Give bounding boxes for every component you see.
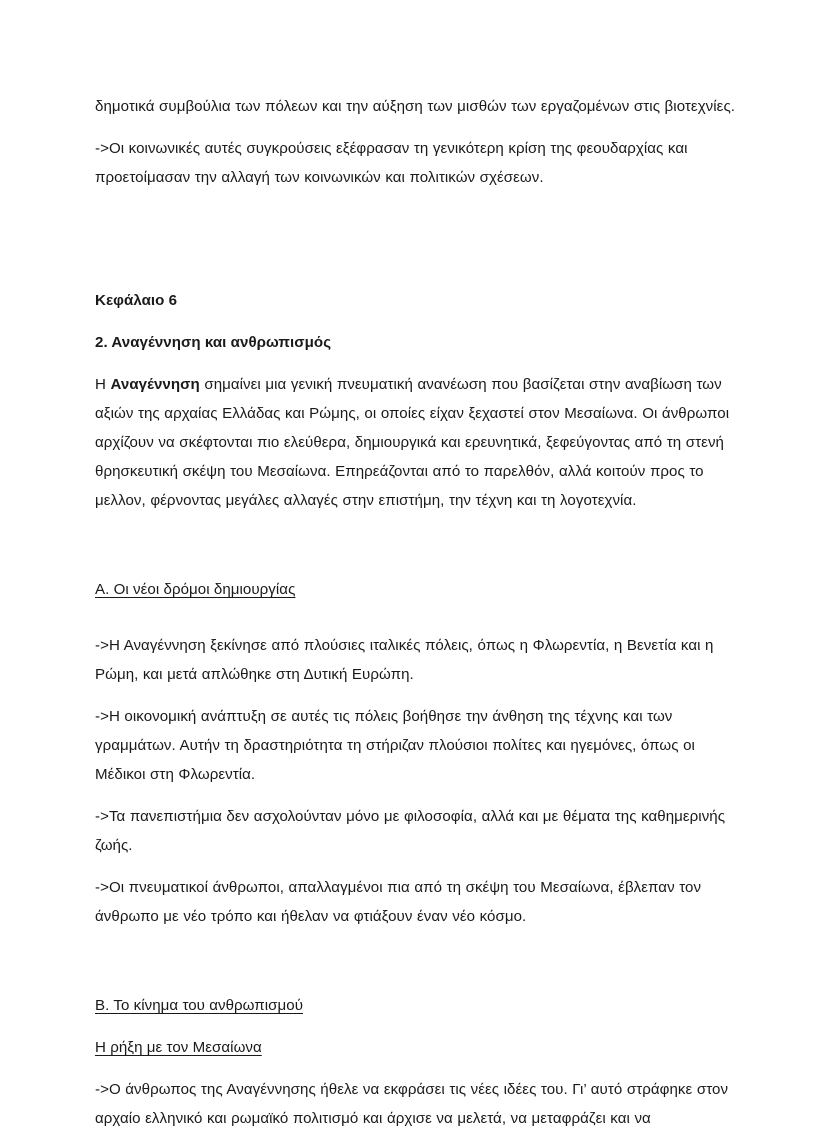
document-text-column <box>95 92 737 1146</box>
bullet-a3-universities: ->Τα πανεπιστήμια δεν ασχολούνταν μόνο με φιλοσοφία, αλλά και με θέματα της καθημερινής ζωής. <box>95 808 726 854</box>
paragraph-intro-continuation: δημοτικά συμβούλια των πόλεων και την αύξηση των μισθών των εργαζομένων στις βιοτεχνίες. <box>95 98 736 115</box>
chapter-heading: Κεφάλαιο 6 <box>95 292 178 309</box>
bullet-a2-economic-growth: ->Η οικονομική ανάπτυξη σε αυτές τις πόλεις βοήθησε την άνθηση της τέχνης και των γραμμάτων. Αυτήν τη δραστηριότητα τη στήριζαν πλούσιοι πολίτες και ηγεμόνες, όπως οι Μέδικοι στη Φλωρεντία. <box>95 708 695 783</box>
paragraph-renaissance-definition <box>95 370 737 515</box>
subsection-b-title-text: Β. Το κίνημα του ανθρωπισμού <box>95 997 304 1014</box>
subsection-heading-b-sub <box>95 1033 737 1062</box>
section-heading-renaissance-humanism: 2. Αναγέννηση και ανθρωπισμός <box>95 334 332 351</box>
paragraph-social-conflicts: ->Οι κοινωνικές αυτές συγκρούσεις εξέφρασαν τη γενικότερη κρίση της φεουδαρχίας και προετοίμασαν την αλλαγή των κοινωνικών και πολιτικών σχέσεων. <box>95 140 688 186</box>
bullet-a4-intellectuals: ->Οι πνευματικοί άνθρωποι, απαλλαγμένοι πια από τη σκέψη του Μεσαίωνα, έβλεπαν τον άνθρωπο με νέο τρόπο και ήθελαν να φτιάξουν έναν νέο κόσμο. <box>95 879 702 925</box>
renaissance-rest-text: σημαίνει μια γενική πνευματική ανανέωση που βασίζεται στην αναβίωση των αξιών της αρχαίας Ελλάδας και Ρώμης, οι οποίες είχαν ξεχαστεί στον Μεσαίωνα. Οι άνθρωποι αρχίζουν να σκέφτονται πιο ελεύθερα, δημιουργικά και ερευνητικά, ξεφεύγοντας από τη στενή θρησκευτική σκέψη του Μεσαίωνα. Επηρεάζονται από το παρελθόν, αλλά κοιτούν προς το μελλον, φέρνοντας μεγάλες αλλαγές στην επιστήμη, την τέχνη και τη λογοτεχνία. <box>95 376 730 509</box>
subsection-a-title-text: Α. Οι νέοι δρόμοι δημιουργίας <box>95 581 296 598</box>
section-spacer-before-chapter <box>95 205 737 286</box>
bullet-b1-renaissance-man: ->Ο άνθρωπος της Αναγέννησης ήθελε να εκφράσει τις νέες ιδέες του. Γι’ αυτό στράφηκε στον αρχαίο ελληνικό και ρωμαϊκό πολιτισμό και άρχισε να μελετά, να μεταφράζει και να <box>95 1081 729 1127</box>
renaissance-lead-text: Η <box>95 376 111 393</box>
spacer-after-subsection-a-title <box>95 617 737 631</box>
subsection-heading-b <box>95 991 737 1020</box>
subsection-b-subtitle-text: Η ρήξη με τον Μεσαίωνα <box>95 1039 262 1056</box>
bullet-a1-italian-cities: ->Η Αναγέννηση ξεκίνησε από πλούσιες ιταλικές πόλεις, όπως η Φλωρεντία, η Βενετία και η Ρώμη, και μετά απλώθηκε στη Δυτική Ευρώπη. <box>95 637 714 683</box>
subsection-heading-a <box>95 575 737 604</box>
renaissance-bold-term: Αναγέννηση <box>110 376 200 393</box>
section-spacer-before-subsection-b <box>95 944 737 991</box>
section-spacer-before-subsection-a <box>95 528 737 575</box>
